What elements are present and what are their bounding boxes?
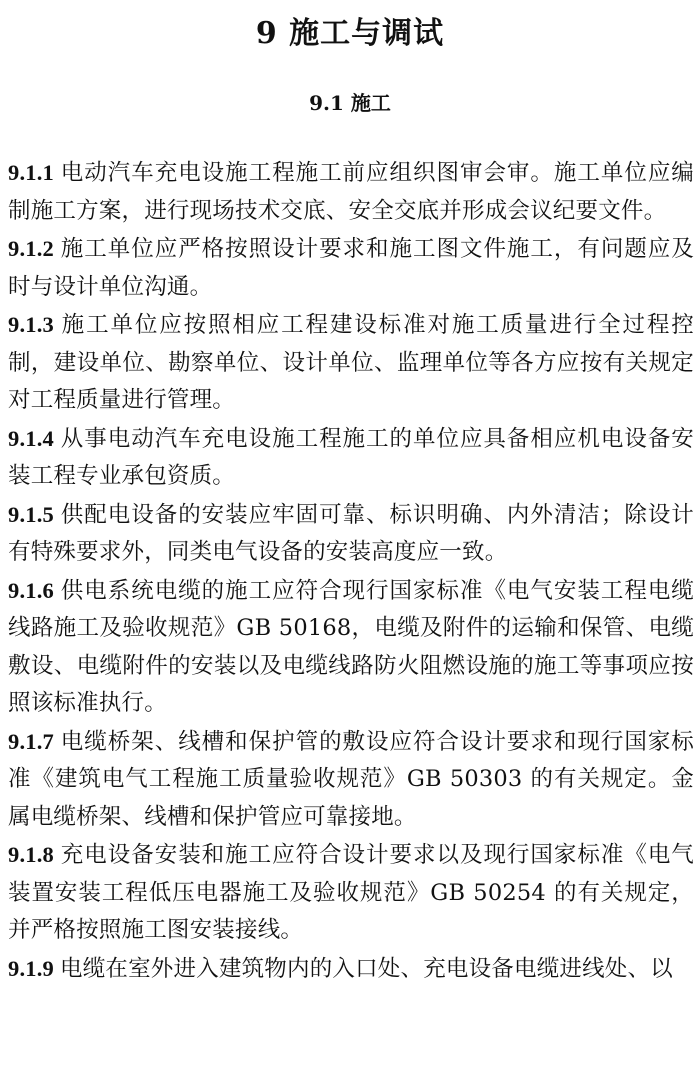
section-title: 9.1 施工 xyxy=(309,91,391,115)
clause-text: 供配电设备的安装应牢固可靠、标识明确、内外清洁；除设计有特殊要求外，同类电气设备的安装高度应一致。 xyxy=(8,501,694,565)
clause-number: 9.1.3 xyxy=(8,312,54,337)
clause-number: 9.1.5 xyxy=(8,501,54,527)
clause-9-1-5 xyxy=(8,496,694,572)
clause-text: 从事电动汽车充电设施工程施工的单位应具备相应机电设备安装工程专业承包资质。 xyxy=(8,425,694,489)
clause-number: 9.1.6 xyxy=(8,577,54,603)
clause-number: 9.1.8 xyxy=(8,842,54,867)
clause-9-1-1 xyxy=(8,154,694,230)
clause-number: 9.1.2 xyxy=(8,236,54,261)
clause-text: 供电系统电缆的施工应符合现行国家标准《电气安装工程电缆线路施工及验收规范》GB 50168，电缆及附件的运输和保管、电缆敷设、电缆附件的安装以及电缆线路防火阻燃设施的施工等事项应按照该标准执行。 xyxy=(8,577,694,716)
clause-text: 施工单位应按照相应工程建设标准对施工质量进行全过程控制，建设单位、勘察单位、设计单位、监理单位等各方应按有关规定对工程质量进行管理。 xyxy=(8,312,694,413)
clause-number: 9.1.4 xyxy=(8,425,54,451)
clause-9-1-6 xyxy=(8,572,694,723)
clause-9-1-3 xyxy=(8,306,694,420)
clause-text: 电动汽车充电设施工程施工前应组织图审会审。施工单位应编制施工方案，进行现场技术交底、安全交底并形成会议纪要文件。 xyxy=(8,160,694,224)
clause-text: 充电设备安装和施工应符合设计要求以及现行国家标准《电气装置安装工程低压电器施工及验收规范》GB 50254 的有关规定，并严格按照施工图安装接线。 xyxy=(8,842,694,943)
clause-text: 电缆桥架、线槽和保护管的敷设应符合设计要求和现行国家标准《建筑电气工程施工质量验收规范》GB 50303 的有关规定。金属电缆桥架、线槽和保护管应可靠接地。 xyxy=(8,728,694,830)
clause-9-1-8 xyxy=(8,836,694,950)
clause-number: 9.1.1 xyxy=(8,160,54,185)
clause-9-1-2 xyxy=(8,230,694,306)
clause-list xyxy=(8,154,694,988)
clause-text: 施工单位应严格按照设计要求和施工图文件施工，有问题应及时与设计单位沟通。 xyxy=(8,236,694,300)
clause-text: 电缆在室外进入建筑物内的入口处、充电设备电缆进线处、以 xyxy=(60,955,673,982)
clause-number: 9.1.7 xyxy=(8,728,54,754)
clause-9-1-9 xyxy=(8,950,694,989)
clause-number: 9.1.9 xyxy=(8,955,54,981)
clause-9-1-4 xyxy=(8,420,694,496)
chapter-title: 9 施工与调试 xyxy=(255,16,445,51)
clause-9-1-7 xyxy=(8,723,694,837)
